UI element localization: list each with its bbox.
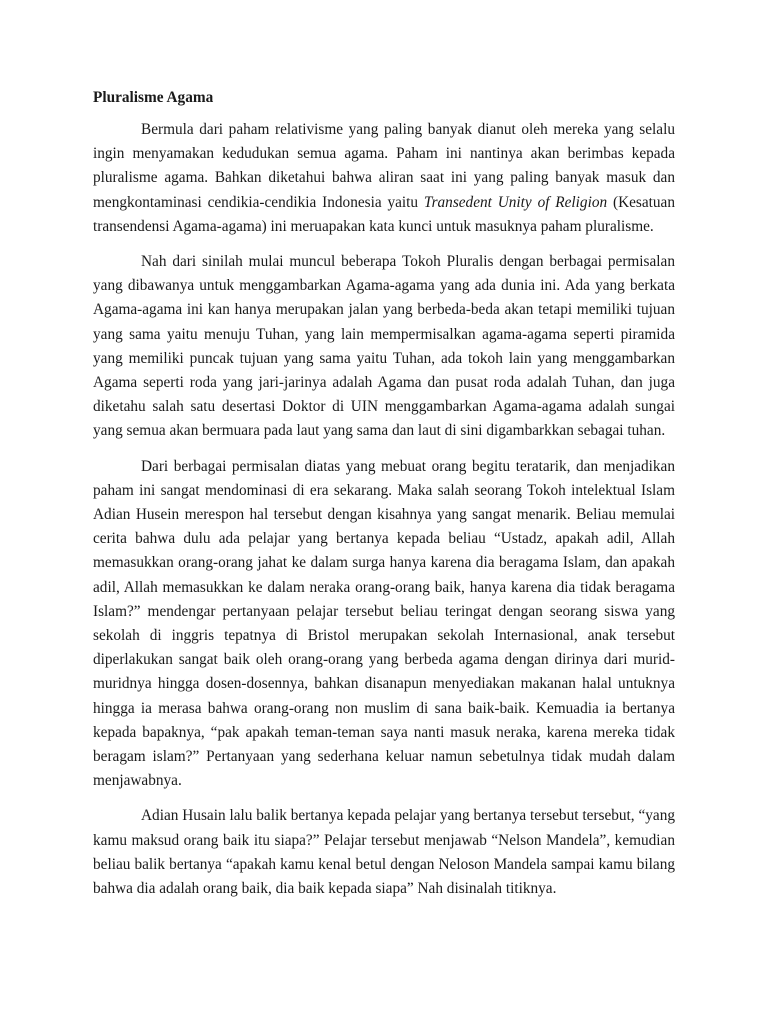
paragraph-3: Dari berbagai permisalan diatas yang mebuat orang begitu teratarik, dan menjadikan paham ini sangat mendominasi di era sekarang. Maka salah seorang Tokoh intelektual Islam Adian Husein merespon hal tersebut dengan kisahnya yang sangat menarik. Beliau memulai cerita bahwa dulu ada pelajar yang bertanya kepada beliau “Ustadz, apakah adil, Allah memasukkan orang-orang jahat ke dalam surga hanya karena dia beragama Islam, dan apakah adil, Allah memasukkan ke dalam neraka orang-orang baik, hanya karena dia tidak beragama Islam?” mendengar pertanyaan pelajar tersebut beliau teringat dengan seorang siswa yang sekolah di inggris tepatnya di Bristol merupakan sekolah Internasional, anak tersebut diperlakukan sangat baik oleh orang-orang yang berbeda agama dengan dirinya dari murid-muridnya hingga dosen-dosennya, bahkan disanapun menyediakan makanan halal untuknya hingga ia merasa bahwa orang-orang non muslim di sana baik-baik. Kemuadia ia bertanya kepada bapaknya, “pak apakah teman-teman saya nanti masuk neraka, karena mereka tidak beragam islam?” Pertanyaan yang sederhana keluar namun sebetulnya tidak mudah dalam menjawabnya. — [93, 457, 675, 790]
paragraph-1-text-start: Bermula dari paham relativisme yang paling banyak dianut oleh mereka yang selalu ingin menyamakan kedudukan semua agama. Paham ini nantinya akan berimbas kepada pluralisme agama. Bahkan diketahui bahwa aliran saat ini yang paling banyak masuk dan mengkontaminasi cendikia-cendikia Indonesia yaitu — [93, 121, 675, 211]
paragraph-2: Nah dari sinilah mulai muncul beberapa Tokoh Pluralis dengan berbagai permisalan yang dibawanya untuk menggambarkan Agama-agama yang ada dunia ini. Ada yang berkata Agama-agama ini kan hanya merupakan jalan yang berbeda-beda akan tetapi memiliki tujuan yang sama yaitu menuju Tuhan, yang lain mempermisalkan agama-agama seperti piramida yang memiliki puncak tujuan yang sama yaitu Tuhan, ada tokoh lain yang menggambarkan Agama seperti roda yang jari-jarinya adalah Agama dan pusat roda adalah Tuhan, dan juga diketahu salah satu desertasi Doktor di UIN menggambarkan Agama-agama adalah sungai yang semua akan bermuara pada laut yang sama dan laut di sini digambarkkan sebagai tuhan. — [93, 253, 675, 440]
paragraph-1-italic-term: Transedent Unity of Religion — [423, 193, 608, 211]
paragraph-1-text-end: (Kesatuan transendensi Agama-agama) ini meruapakan kata kunci untuk masuknya paham pluralisme. — [93, 193, 675, 235]
document-page — [93, 86, 675, 912]
document-heading: Pluralisme Agama — [93, 89, 214, 106]
paragraph-1 — [93, 118, 675, 239]
paragraph-4: Adian Husain lalu balik bertanya kepada pelajar yang bertanya tersebut tersebut, “yang kamu maksud orang baik itu siapa?” Pelajar tersebut menjawab “Nelson Mandela”, kemudian beliau balik bertanya “apakah kamu kenal betul dengan Neloson Mandela sampai kamu bilang bahwa dia adalah orang baik, dia baik kepada siapa” Nah disinalah titiknya. — [93, 807, 675, 898]
